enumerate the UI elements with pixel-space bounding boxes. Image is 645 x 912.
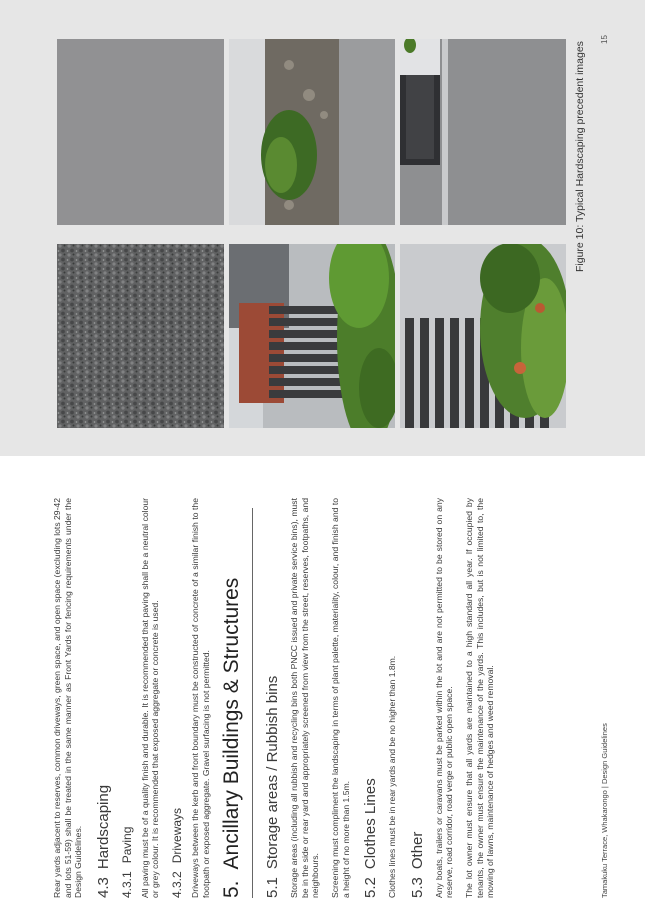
intro-paragraph: Rear yards adjacent to reserves, common driveways, green space, and open space (excluding lots 29-42 and lots 51-59) shall be treated in the same manner as Front Yards for fencing requirements under the Design Guidelines. — [52, 498, 84, 898]
photo-exposed-aggregate — [57, 244, 224, 428]
bench-hedge-image — [229, 244, 395, 428]
section-5-2-heading: 5.2Clothes Lines — [362, 778, 380, 898]
driveway-house-image — [400, 39, 566, 225]
figure-caption: Figure 10: Typical Hardscaping precedent images — [574, 41, 586, 272]
palm-garden-image — [229, 39, 395, 225]
storage-paragraph-2: Screening must compliment the landscaping in terms of plant palette, materiality, colour, and finish and to a height of no more than 1.5m. — [329, 498, 351, 898]
paving-paragraph: All paving must be of a quality finish and durable. It is recommended that paving shall be a neutral colour or grey colour. It is recommended that exposed aggregate or concrete is used. — [139, 498, 161, 898]
concrete-surface-image — [57, 39, 224, 225]
section-divider — [252, 508, 253, 898]
photo-concrete-surface — [57, 39, 224, 225]
driveways-paragraph: Driveways between the kerb and front boundary must be constructed of concrete of a similar finish to the footpath or exposed aggregate. Gravel surfacing is not permitted. — [189, 498, 211, 898]
photo-palm-garden — [229, 39, 395, 225]
other-paragraph-2: The lot owner must ensure that all yards are maintained to a high standard all year. If occupied by tenants, the owner must ensure the maintenance of the yards. This includes, but is not limited to, the mowing of lawns, maintenance of hedges and weed removal. — [463, 498, 496, 898]
section-5-heading: 5.Ancillary Buildings & Structures — [220, 577, 244, 898]
section-5-1-heading: 5.1Storage areas / Rubbish bins — [264, 675, 282, 898]
other-paragraph-1: Any boats, trailers or caravans must be parked within the lot and are not permitted to be stored on any reserve, road corridor, road verge or public open space. — [433, 498, 455, 898]
page-footer: Tamakuku Terrace, Whakarongo | Design Guidelines — [600, 723, 609, 898]
exposed-aggregate-image — [57, 244, 224, 428]
photo-slat-fence-planting — [400, 244, 566, 428]
clothes-lines-paragraph: Clothes lines must be in rear yards and be no higher than 1.8m. — [387, 655, 398, 898]
text-column — [52, 498, 505, 898]
page-number: 15 — [600, 35, 609, 44]
slat-fence-planting-image — [400, 244, 566, 428]
section-4-3-1-heading: 4.3.1Paving — [119, 826, 134, 898]
section-5-3-heading: 5.3Other — [408, 831, 426, 898]
storage-paragraph-1: Storage areas (including all rubbish and recycling bins both PNCC issued and private service bins), must be in the side or rear yard and appropriately screened from view from the street, reserves, footpaths, and neighbours. — [289, 498, 321, 898]
photo-driveway-house — [400, 39, 566, 225]
section-4-3-heading: 4.3Hardscaping — [94, 784, 112, 898]
section-4-3-2-heading: 4.3.2Driveways — [169, 807, 184, 898]
photo-bench-hedge — [229, 244, 395, 428]
